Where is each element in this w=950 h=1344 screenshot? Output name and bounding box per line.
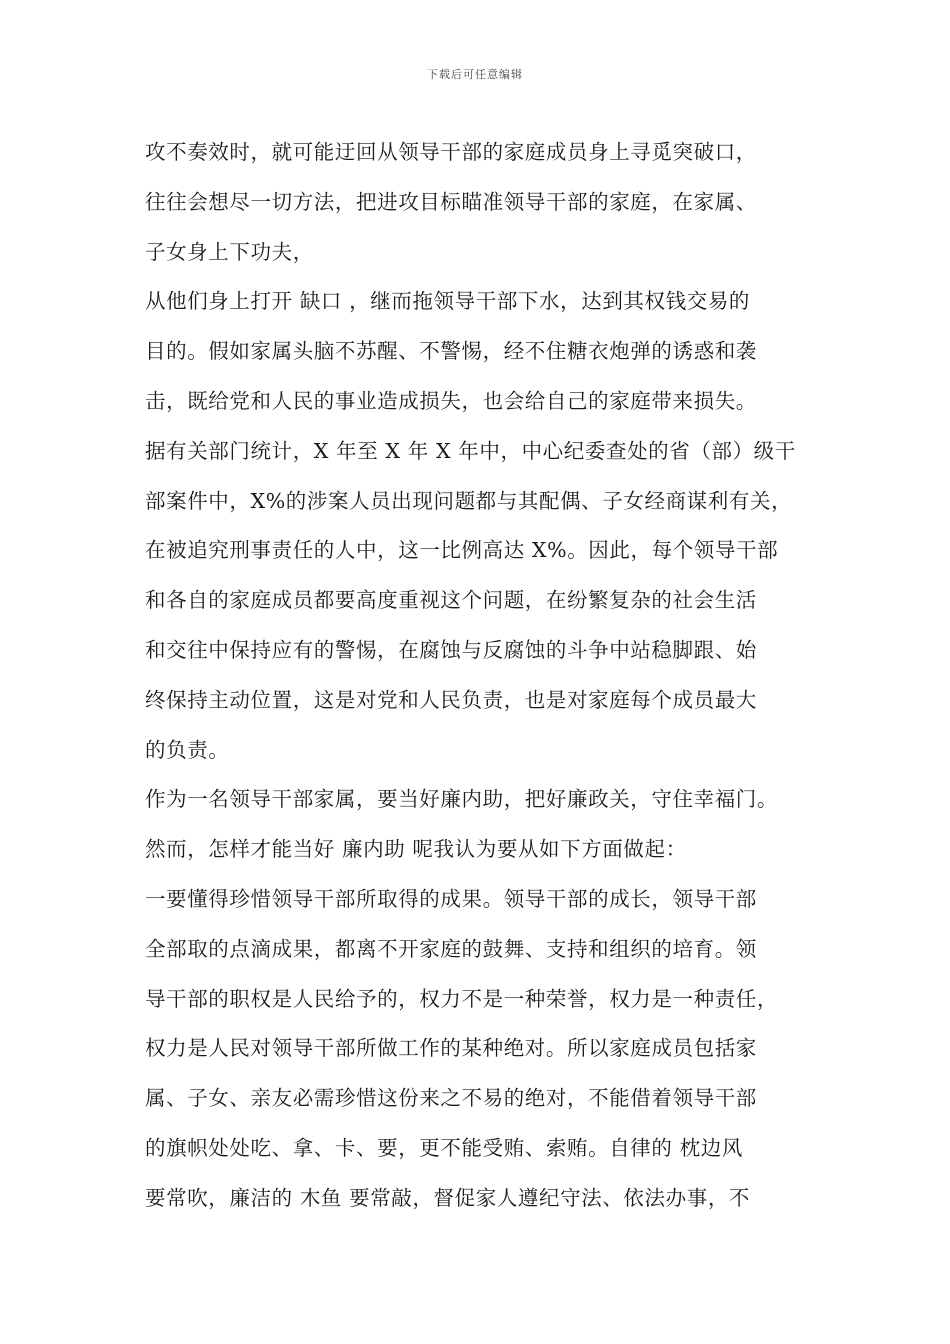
text-line: 作为一名领导干部家属，要当好廉内助，把好廉政关，守住幸福门。 [145,787,778,812]
document-body [145,128,815,1224]
text-line: 一要懂得珍惜领导干部所取得的成果。领导干部的成长，领导干部 [145,886,757,911]
text-line: 击，既给党和人民的事业造成损失，也会给自己的家庭带来损失。 [145,388,757,413]
text-line: 部案件中，X%的涉案人员出现问题都与其配偶、子女经商谋利有关， [145,488,793,513]
text-line: 往往会想尽一切方法，把进攻目标瞄准领导干部的家庭，在家属、 [145,189,757,214]
text-line: 攻不奏效时，就可能迂回从领导干部的家庭成员身上寻觅突破口， [145,140,757,164]
text-line: 从他们身上打开 缺口 ，继而拖领导干部下水，达到其权钱交易的 [145,289,751,314]
text-line: 目的。假如家属头脑不苏醒、不警惕，经不住糖衣炮弹的诱惑和袭 [145,339,757,364]
text-line: 权力是人民对领导干部所做工作的某种绝对。所以家庭成员包括家 [145,1036,757,1061]
text-line: 导干部的职权是人民给予的，权力不是一种荣誉，权力是一种责任， [145,986,778,1011]
text-line: 然而，怎样才能当好 廉内助 呢我认为要从如下方面做起： [145,837,687,862]
text-line: 的旗帜处处吃、拿、卡、要，更不能受贿、索贿。自律的 枕边风 [145,1135,743,1160]
text-line: 要常吹，廉洁的 木鱼 要常敲，督促家人遵纪守法、依法办事，不 [145,1185,751,1210]
text-line: 全部取的点滴成果，都离不开家庭的鼓舞、支持和组织的培育。领 [145,936,757,961]
text-line: 和交往中保持应有的警惕，在腐蚀与反腐蚀的斗争中站稳脚跟、始 [145,637,757,662]
text-line: 的负责。 [145,737,230,762]
page-header: 下载后可任意编辑 [427,68,523,81]
text-line: 和各自的家庭成员都要高度重视这个问题，在纷繁复杂的社会生活 [145,588,757,613]
text-line: 在被追究刑事责任的人中，这一比例高达 X%。因此，每个领导干部 [145,538,779,563]
text-line: 子女身上下功夫， [145,239,314,264]
text-line: 终保持主动位置，这是对党和人民负责，也是对家庭每个成员最大 [145,687,757,712]
text-line: 据有关部门统计，X 年至 X 年 X 年中，中心纪委查处的省（部）级干 [145,438,796,463]
text-line: 属、子女、亲友必需珍惜这份来之不易的绝对，不能借着领导干部 [145,1086,757,1111]
